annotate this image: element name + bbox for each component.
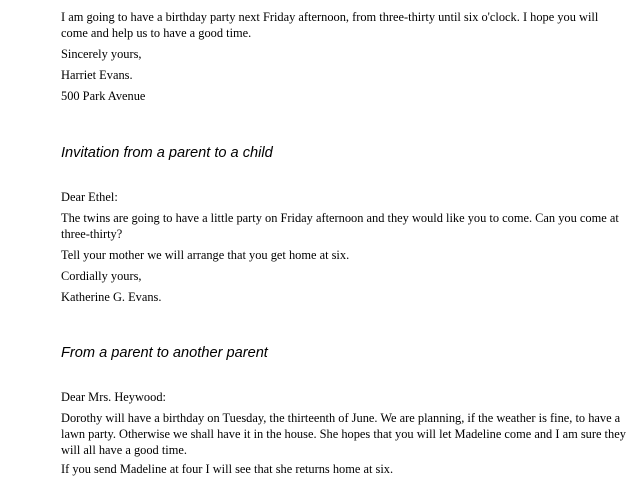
section2-closing: Cordially yours, [61, 269, 142, 283]
letter1-signature: Harriet Evans. [61, 68, 133, 82]
letter1-address: 500 Park Avenue [61, 89, 146, 103]
letter1-body: I am going to have a birthday party next Friday afternoon, from three-thirty until six o'clock. I hope you will come and help us to have a good time. [61, 10, 599, 40]
section3-body2: If you send Madeline at four I will see that she returns home at six. [61, 462, 394, 476]
section2-heading: Invitation from a parent to a child [61, 145, 273, 161]
section2-salutation: Dear Ethel: [61, 190, 118, 204]
section2-body2: Tell your mother we will arrange that you get home at six. [61, 248, 350, 262]
letter1-closing: Sincerely yours, [61, 47, 142, 61]
section3-salutation: Dear Mrs. Heywood: [61, 390, 166, 404]
section3-heading: From a parent to another parent [61, 345, 268, 361]
section3-body: Dorothy will have a birthday on Tuesday, the thirteenth of June. We are planning, if the weather is fine, to have a lawn party. Otherwise we shall have it in the house. She hopes that you will let Madeline come and I am sure they will all have a good time. [61, 411, 626, 457]
section2-body: The twins are going to have a little party on Friday afternoon and they would like you to come. Can you come at three-thirty? [61, 211, 619, 241]
section2-signature: Katherine G. Evans. [61, 290, 162, 304]
